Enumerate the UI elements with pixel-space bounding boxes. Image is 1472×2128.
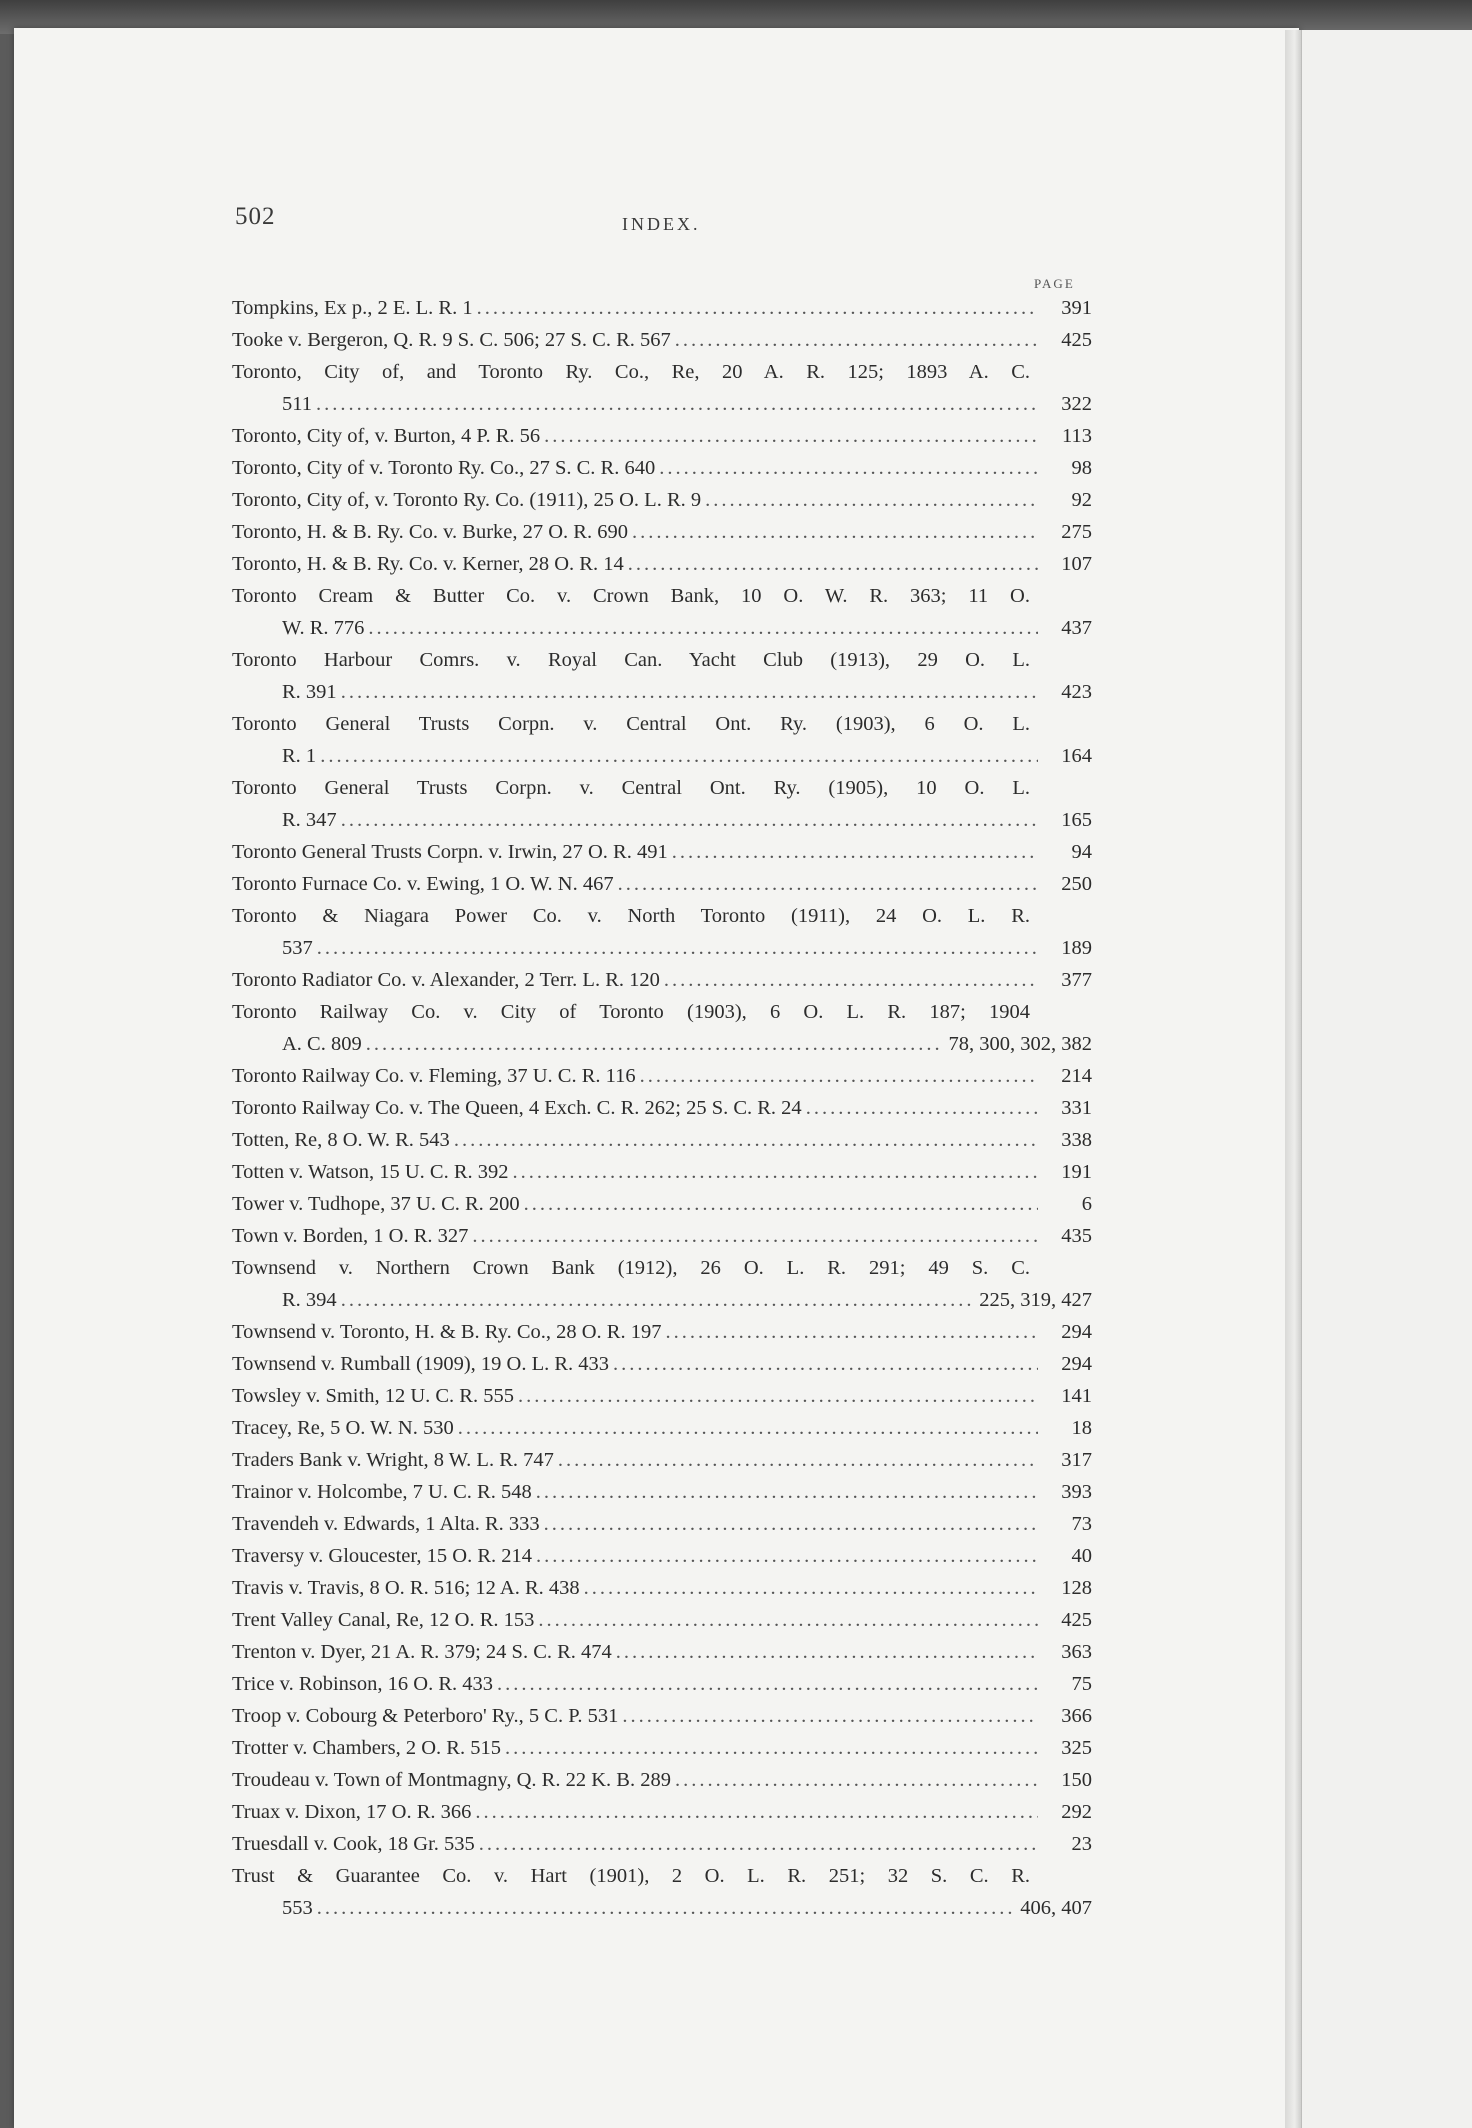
dot-leader	[317, 1892, 1015, 1924]
entry-text: Toronto Radiator Co. v. Alexander, 2 Terr. L. R. 120	[232, 969, 660, 991]
entry-line	[232, 1188, 1092, 1220]
dot-leader	[806, 1092, 1038, 1124]
page-reference: 191	[1061, 1161, 1092, 1183]
page-reference: 275	[1061, 521, 1092, 543]
page-gutter	[1285, 30, 1301, 2128]
index-entry	[232, 1060, 1092, 1092]
page-reference: 338	[1061, 1129, 1092, 1151]
entry-line	[232, 804, 1092, 836]
dot-leader	[675, 324, 1038, 356]
index-entry	[232, 1764, 1092, 1796]
entry-text-line: Toronto Railway Co. v. City of Toronto (1903), 6 O. L. R. 187; 1904	[232, 1001, 1030, 1023]
entry-text: Toronto, H. & B. Ry. Co. v. Kerner, 28 O. R. 14	[232, 553, 624, 575]
page-reference: 393	[1061, 1481, 1092, 1503]
entry-text: Totten, Re, 8 O. W. R. 543	[232, 1129, 450, 1151]
index-entry	[232, 1828, 1092, 1860]
entry-text: Traders Bank v. Wright, 8 W. L. R. 747	[232, 1449, 554, 1471]
entry-line	[232, 676, 1092, 708]
entry-text: R. 394	[282, 1289, 337, 1311]
entry-text: Trotter v. Chambers, 2 O. R. 515	[232, 1737, 501, 1759]
entry-text: Tooke v. Bergeron, Q. R. 9 S. C. 506; 27 S. C. R. 567	[232, 329, 671, 351]
index-entry	[232, 772, 1092, 836]
page-reference: 78, 300, 302, 382	[948, 1033, 1092, 1055]
index-entry	[232, 356, 1092, 420]
page-reference: 317	[1061, 1449, 1092, 1471]
index-entry	[232, 580, 1092, 644]
dot-leader	[659, 452, 1038, 484]
entry-text-line: Toronto General Trusts Corpn. v. Central Ont. Ry. (1903), 6 O. L.	[232, 713, 1030, 735]
page-reference: 40	[1071, 1545, 1092, 1567]
entry-text: Totten v. Watson, 15 U. C. R. 392	[232, 1161, 509, 1183]
entry-text-line: Townsend v. Northern Crown Bank (1912), 26 O. L. R. 291; 49 S. C.	[232, 1257, 1030, 1279]
entry-line	[232, 1508, 1092, 1540]
index-entry	[232, 516, 1092, 548]
page-reference: 423	[1061, 681, 1092, 703]
entry-line	[232, 964, 1092, 996]
entry-line	[232, 516, 1092, 548]
entry-text: Toronto, H. & B. Ry. Co. v. Burke, 27 O. R. 690	[232, 521, 628, 543]
index-entry	[232, 996, 1092, 1060]
entry-text: Truesdall v. Cook, 18 Gr. 535	[232, 1833, 475, 1855]
dot-leader	[366, 1028, 943, 1060]
index-entry	[232, 1092, 1092, 1124]
entry-line	[232, 1668, 1092, 1700]
entry-text: Tower v. Tudhope, 37 U. C. R. 200	[232, 1193, 520, 1215]
entry-line	[232, 932, 1092, 964]
entry-line	[232, 1732, 1092, 1764]
index-entry	[232, 1348, 1092, 1380]
entry-text-line: Toronto Harbour Comrs. v. Royal Can. Yacht Club (1913), 29 O. L.	[232, 649, 1030, 671]
index-entry	[232, 1604, 1092, 1636]
page-reference: 94	[1071, 841, 1092, 863]
entry-text: Toronto, City of, v. Burton, 4 P. R. 56	[232, 425, 541, 447]
index-entry	[232, 1860, 1092, 1924]
dot-leader	[632, 516, 1038, 548]
dot-leader	[458, 1412, 1038, 1444]
entry-text: Travis v. Travis, 8 O. R. 516; 12 A. R. 438	[232, 1577, 580, 1599]
dot-leader	[316, 388, 1038, 420]
entry-line	[232, 740, 1092, 772]
entry-text: Toronto, City of v. Toronto Ry. Co., 27 S. C. R. 640	[232, 457, 656, 479]
entry-text-line: Trust & Guarantee Co. v. Hart (1901), 2 O. L. R. 251; 32 S. C. R.	[232, 1865, 1030, 1887]
index-entry	[232, 1636, 1092, 1668]
dot-leader	[341, 1284, 974, 1316]
index-entry	[232, 900, 1092, 964]
page-reference: 23	[1071, 1833, 1092, 1855]
dot-leader	[320, 740, 1038, 772]
entry-line	[232, 1028, 1092, 1060]
entry-line	[232, 1284, 1092, 1316]
page-reference: 98	[1071, 457, 1092, 479]
page-reference: 294	[1061, 1321, 1092, 1343]
index-entry	[232, 1156, 1092, 1188]
dot-leader	[616, 1636, 1038, 1668]
dot-leader	[341, 676, 1038, 708]
dot-leader	[536, 1476, 1038, 1508]
index-entry	[232, 1732, 1092, 1764]
dot-leader	[317, 932, 1038, 964]
entry-text-line: Toronto & Niagara Power Co. v. North Toronto (1911), 24 O. L. R.	[232, 905, 1030, 927]
page-reference: 322	[1061, 393, 1092, 415]
entry-line	[232, 548, 1092, 580]
dot-leader	[505, 1732, 1038, 1764]
entry-text: Tompkins, Ex p., 2 E. L. R. 1	[232, 297, 473, 319]
entry-text-line: Toronto General Trusts Corpn. v. Central Ont. Ry. (1905), 10 O. L.	[232, 777, 1030, 799]
page-reference: 164	[1061, 745, 1092, 767]
entry-line	[232, 292, 1092, 324]
index-entry	[232, 644, 1092, 708]
index-entry	[232, 1508, 1092, 1540]
index-entry	[232, 1188, 1092, 1220]
dot-leader	[497, 1668, 1038, 1700]
index-entry	[232, 484, 1092, 516]
dot-leader	[664, 964, 1038, 996]
entry-line	[232, 1156, 1092, 1188]
entry-line	[232, 1348, 1092, 1380]
entry-text: Toronto General Trusts Corpn. v. Irwin, 27 O. R. 491	[232, 841, 668, 863]
page-reference: 377	[1061, 969, 1092, 991]
page-reference: 391	[1061, 297, 1092, 319]
index-entry	[232, 292, 1092, 324]
page-reference: 141	[1061, 1385, 1092, 1407]
index-entry	[232, 452, 1092, 484]
dot-leader	[544, 420, 1038, 452]
dot-leader	[584, 1572, 1038, 1604]
page-reference: 425	[1061, 329, 1092, 351]
dot-leader	[558, 1444, 1038, 1476]
entry-text: Trice v. Robinson, 16 O. R. 433	[232, 1673, 494, 1695]
entry-line	[232, 1764, 1092, 1796]
entry-line	[232, 1636, 1092, 1668]
entry-text: R. 391	[282, 681, 337, 703]
page-reference: 406, 407	[1020, 1897, 1092, 1919]
index-entry	[232, 1796, 1092, 1828]
entry-text: 537	[282, 937, 313, 959]
entry-text: Townsend v. Rumball (1909), 19 O. L. R. 433	[232, 1353, 610, 1375]
index-entry	[232, 868, 1092, 900]
dot-leader	[628, 548, 1038, 580]
page-reference: 331	[1061, 1097, 1092, 1119]
page-reference: 425	[1061, 1609, 1092, 1631]
page-reference: 189	[1061, 937, 1092, 959]
dot-leader	[524, 1188, 1038, 1220]
entry-line	[232, 388, 1092, 420]
page-reference: 6	[1081, 1193, 1092, 1215]
entry-text: Tracey, Re, 5 O. W. N. 530	[232, 1417, 454, 1439]
page-reference: 128	[1061, 1577, 1092, 1599]
index-entry	[232, 1412, 1092, 1444]
entry-text: 553	[282, 1897, 313, 1919]
entry-line	[232, 1060, 1092, 1092]
entry-text: Toronto Railway Co. v. The Queen, 4 Exch. C. R. 262; 25 S. C. R. 24	[232, 1097, 802, 1119]
index-entry	[232, 324, 1092, 356]
index-entry	[232, 1572, 1092, 1604]
dot-leader	[640, 1060, 1038, 1092]
page-reference: 107	[1061, 553, 1092, 575]
index-entry	[232, 1540, 1092, 1572]
dot-leader	[665, 1316, 1038, 1348]
entry-line	[232, 612, 1092, 644]
entry-line	[232, 1476, 1092, 1508]
entry-line	[232, 1892, 1092, 1924]
entry-text-line: Toronto Cream & Butter Co. v. Crown Bank, 10 O. W. R. 363; 11 O.	[232, 585, 1030, 607]
entry-line	[232, 1092, 1092, 1124]
index-entry	[232, 420, 1092, 452]
entry-text: Troudeau v. Town of Montmagny, Q. R. 22 K. B. 289	[232, 1769, 671, 1791]
running-head: INDEX.	[622, 214, 701, 234]
dot-leader	[544, 1508, 1038, 1540]
dot-leader	[622, 1700, 1038, 1732]
entry-text: Toronto, City of, v. Toronto Ry. Co. (1911), 25 O. L. R. 9	[232, 489, 702, 511]
dot-leader	[479, 1828, 1038, 1860]
entry-line	[232, 1444, 1092, 1476]
dot-leader	[475, 1796, 1038, 1828]
entry-text: Trenton v. Dyer, 21 A. R. 379; 24 S. C. R. 474	[232, 1641, 612, 1663]
dot-leader	[341, 804, 1038, 836]
index-entry	[232, 548, 1092, 580]
index-entry	[232, 1380, 1092, 1412]
entry-line	[232, 1412, 1092, 1444]
entry-line	[232, 1380, 1092, 1412]
entry-text: Travendeh v. Edwards, 1 Alta. R. 333	[232, 1513, 540, 1535]
page-reference: 225, 319, 427	[979, 1289, 1092, 1311]
index-entry	[232, 1668, 1092, 1700]
entry-line	[232, 1700, 1092, 1732]
entry-text-line: Toronto, City of, and Toronto Ry. Co., Re, 20 A. R. 125; 1893 A. C.	[232, 361, 1030, 383]
entry-line	[232, 452, 1092, 484]
dot-leader	[477, 292, 1038, 324]
page-reference: 92	[1071, 489, 1092, 511]
page-reference: 294	[1061, 1353, 1092, 1375]
page-reference: 113	[1062, 425, 1092, 447]
dot-leader	[538, 1604, 1038, 1636]
page-reference: 75	[1071, 1673, 1092, 1695]
index-entry	[232, 1700, 1092, 1732]
entry-text: R. 1	[282, 745, 317, 767]
index-entry	[232, 1316, 1092, 1348]
index-entry	[232, 964, 1092, 996]
entry-text: Truax v. Dixon, 17 O. R. 366	[232, 1801, 472, 1823]
page-reference: 150	[1061, 1769, 1092, 1791]
page-reference: 214	[1061, 1065, 1092, 1087]
index-entry	[232, 1444, 1092, 1476]
entry-line	[232, 1796, 1092, 1828]
page-reference: 437	[1061, 617, 1092, 639]
dot-leader	[454, 1124, 1038, 1156]
page-number: 502	[235, 203, 276, 230]
index-entry	[232, 836, 1092, 868]
index-entry	[232, 1252, 1092, 1316]
page-reference: 18	[1071, 1417, 1092, 1439]
entry-text: Trainor v. Holcombe, 7 U. C. R. 548	[232, 1481, 532, 1503]
entry-text: Traversy v. Gloucester, 15 O. R. 214	[232, 1545, 533, 1567]
page-reference: 73	[1071, 1513, 1092, 1535]
entry-line	[232, 836, 1092, 868]
entry-line	[232, 1540, 1092, 1572]
page-reference: 325	[1061, 1737, 1092, 1759]
page-reference: 435	[1061, 1225, 1092, 1247]
dot-leader	[675, 1764, 1038, 1796]
dot-leader	[705, 484, 1038, 516]
entry-line	[232, 1604, 1092, 1636]
page-reference: 292	[1061, 1801, 1092, 1823]
entry-text: Towsley v. Smith, 12 U. C. R. 555	[232, 1385, 514, 1407]
entry-line	[232, 484, 1092, 516]
index-entry	[232, 1476, 1092, 1508]
dot-leader	[472, 1220, 1038, 1252]
entry-line	[232, 1316, 1092, 1348]
dot-leader	[536, 1540, 1038, 1572]
entry-text: Toronto Furnace Co. v. Ewing, 1 O. W. N. 467	[232, 873, 614, 895]
dot-leader	[618, 868, 1038, 900]
entry-line	[232, 1828, 1092, 1860]
index-entry	[232, 1124, 1092, 1156]
entry-line	[232, 868, 1092, 900]
dot-leader	[613, 1348, 1038, 1380]
dot-leader	[513, 1156, 1038, 1188]
entry-text: 511	[282, 393, 312, 415]
page-column-label: PAGE	[1034, 276, 1075, 291]
entry-text: Troop v. Cobourg & Peterboro' Ry., 5 C. P. 531	[232, 1705, 619, 1727]
adjacent-page-edge	[1301, 30, 1472, 2128]
page-reference: 366	[1061, 1705, 1092, 1727]
entry-text: Toronto Railway Co. v. Fleming, 37 U. C. R. 116	[232, 1065, 636, 1087]
entry-text: Trent Valley Canal, Re, 12 O. R. 153	[232, 1609, 535, 1631]
entry-line	[232, 324, 1092, 356]
entry-text: W. R. 776	[282, 617, 365, 639]
index-entry	[232, 708, 1092, 772]
entry-text: R. 347	[282, 809, 337, 831]
dot-leader	[672, 836, 1038, 868]
page-reference: 165	[1061, 809, 1092, 831]
index-entries	[232, 292, 1092, 1924]
page-reference: 250	[1061, 873, 1092, 895]
entry-text: Town v. Borden, 1 O. R. 327	[232, 1225, 469, 1247]
entry-line	[232, 1124, 1092, 1156]
entry-line	[232, 1572, 1092, 1604]
entry-text: A. C. 809	[282, 1033, 362, 1055]
dot-leader	[518, 1380, 1038, 1412]
entry-line	[232, 1220, 1092, 1252]
entry-line	[232, 420, 1092, 452]
entry-text: Townsend v. Toronto, H. & B. Ry. Co., 28 O. R. 197	[232, 1321, 662, 1343]
index-entry	[232, 1220, 1092, 1252]
page-reference: 363	[1061, 1641, 1092, 1663]
dot-leader	[368, 612, 1038, 644]
